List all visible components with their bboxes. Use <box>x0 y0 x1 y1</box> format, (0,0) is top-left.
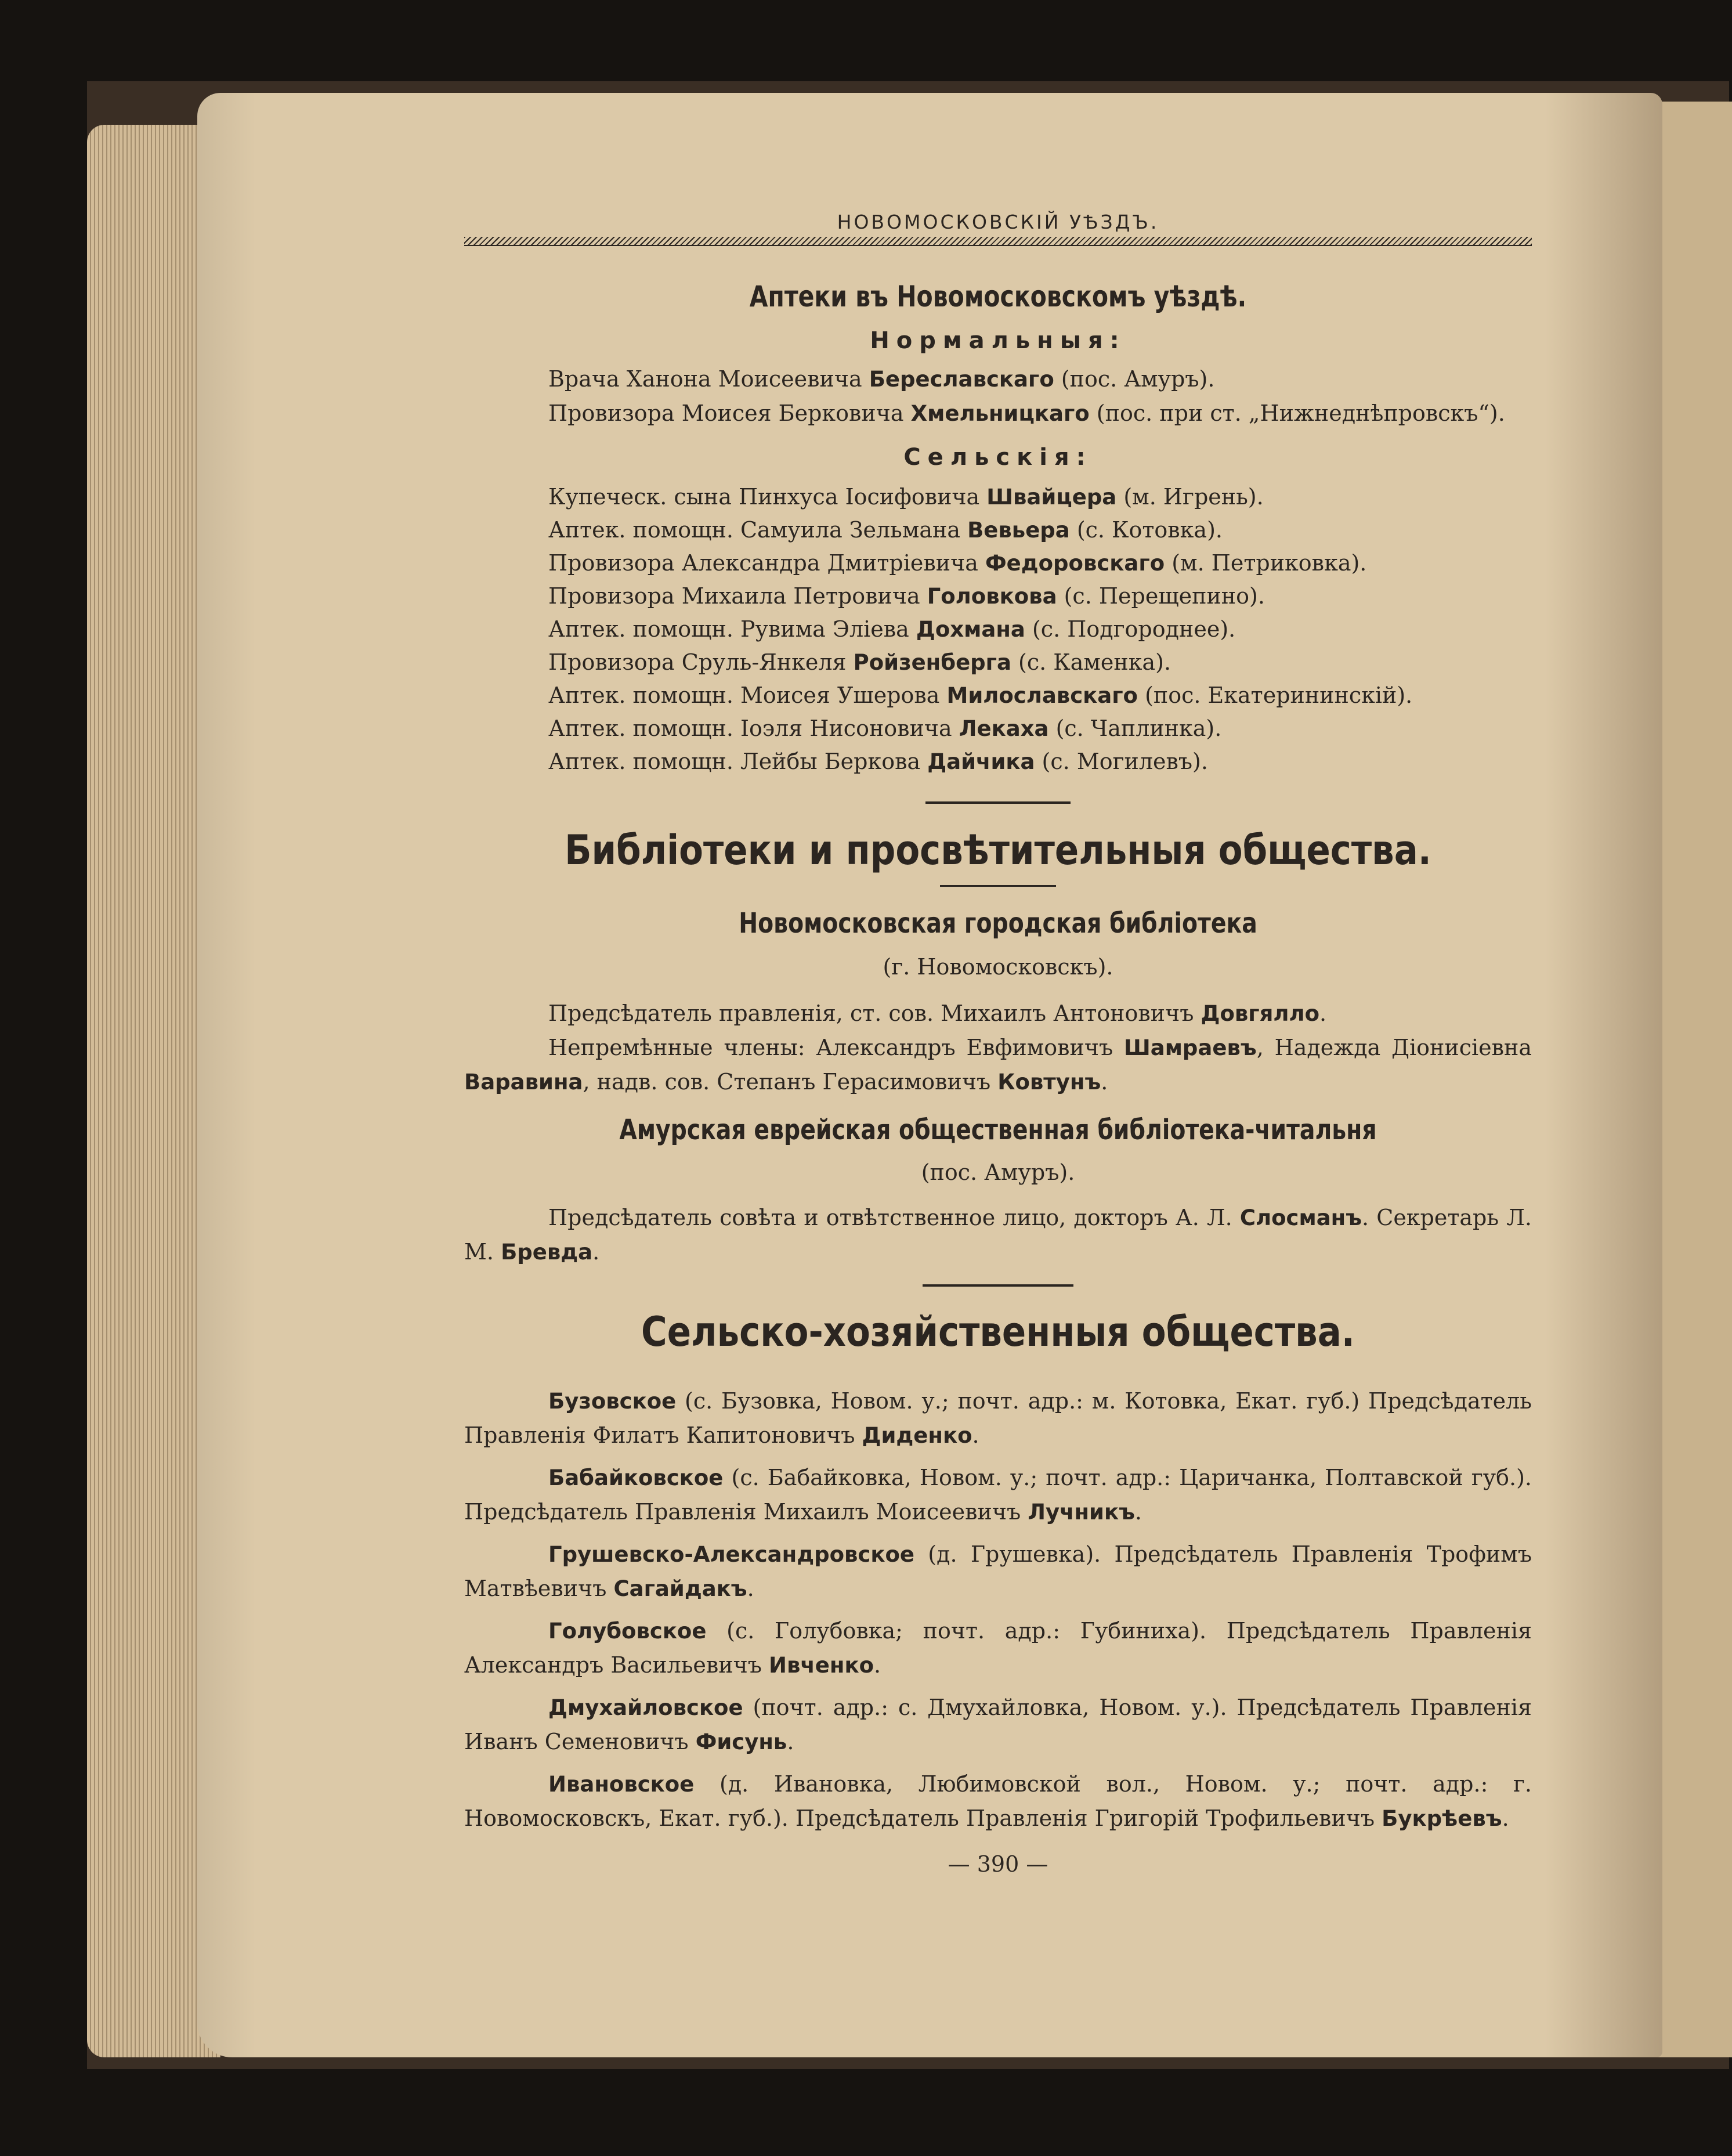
running-head: НОВОМОСКОВСКІЙ УѢЗДЪ. <box>837 211 1159 233</box>
city-library-members: Непремѣнные члены: Александръ Евфимовичъ Шамраевъ, Надежда Діонисіевна Варавина, надв. сов. Степанъ Герасимовичъ Ковтунъ. <box>464 1035 1532 1095</box>
agri-title: Сельско-хозяйственныя общества. <box>641 1308 1355 1356</box>
pharmacy-entry: Врача Ханона Моисеевича Береславскаго (пос. Амуръ). <box>548 366 1215 392</box>
agri-entry: Ивановское (д. Ивановка, Любимовской вол., Новом. у.; почт. адр.: г. Новомосковскъ, Екат. губ.). Предсѣдатель Правленія Григорій Трофильевичъ Букрѣевъ. <box>464 1771 1532 1831</box>
pharmacy-entry: Аптек. помощн. Лейбы Беркова Дайчика (с. Могилевъ). <box>548 749 1208 774</box>
amur-library-location: (пос. Амуръ). <box>921 1160 1075 1185</box>
agri-entry: Бузовское (с. Бузовка, Новом. у.; почт. адр.: м. Котовка, Екат. губ.) Предсѣдатель Правленія Филатъ Капитоновичъ Диденко. <box>464 1388 1532 1448</box>
pharmacies-title: Аптеки въ Новомосковскомъ уѣздѣ. <box>749 280 1247 313</box>
pharmacy-entry: Аптек. помощн. Рувима Эліева Дохмана (с. Подгороднее). <box>548 616 1236 642</box>
libraries-title: Библіотеки и просвѣтительныя общества. <box>565 826 1431 874</box>
pharmacy-entry: Купеческ. сына Пинхуса Іосифовича Швайцера (м. Игрень). <box>548 484 1264 510</box>
agri-entry: Бабайковское (с. Бабайковка, Новом. у.; почт. адр.: Царичанка, Полтавской губ.). Предсѣдатель Правленія Михаилъ Моисеевичъ Лучникъ. <box>464 1465 1532 1525</box>
amur-library-text: Предсѣдатель совѣта и отвѣтственное лицо, докторъ А. Л. Слосманъ. Секретарь Л. М. Бревда. <box>464 1205 1532 1265</box>
pharmacy-entry: Провизора Александра Дмитріевича Федоровскаго (м. Петриковка). <box>548 550 1367 576</box>
page-content <box>464 209 1532 2025</box>
pharmacy-entry: Аптек. помощн. Самуила Зельмана Вевьера (с. Котовка). <box>548 517 1223 543</box>
normal-heading: Нормальныя: <box>870 327 1126 354</box>
page-number: — 390 — <box>948 1851 1048 1877</box>
pharmacy-entry: Аптек. помощн. Іоэля Нисоновича Лекаха (с. Чаплинка). <box>548 716 1222 741</box>
rural-heading: Сельскія: <box>903 444 1093 471</box>
city-library-title: Новомосковская городская библіотека <box>739 907 1257 940</box>
pharmacy-entry: Провизора Михаила Петровича Головкова (с. Перещепино). <box>548 583 1265 609</box>
agri-entry: Дмухайловское (почт. адр.: с. Дмухайловка, Новом. у.). Предсѣдатель Правленія Иванъ Семеновичъ Фисунь. <box>464 1695 1532 1754</box>
amur-library-title: Амурская еврейская общественная библіотека-читальня <box>619 1114 1377 1146</box>
agri-entry: Голубовское (с. Голубовка; почт. адр.: Губиниха). Предсѣдатель Правленія Александръ Васильевичъ Ивченко. <box>464 1618 1532 1678</box>
pharmacy-entry: Провизора Моисея Берковича Хмельницкаго (пос. при ст. „Нижнеднѣпровскъ“). <box>548 400 1505 426</box>
pharmacy-entry: Провизора Сруль-Янкеля Ройзенберга (с. Каменка). <box>548 649 1171 675</box>
agri-entry: Грушевско-Александровское (д. Грушевка). Предсѣдатель Правленія Трофимъ Матвѣевичъ Сагайдакъ. <box>464 1541 1532 1601</box>
city-library-chairman: Предсѣдатель правленія, ст. сов. Михаилъ Антоновичъ Довгялло. <box>548 1001 1327 1026</box>
pharmacy-entry: Аптек. помощн. Моисея Ушерова Милославскаго (пос. Екатерининскій). <box>548 682 1413 708</box>
city-library-location: (г. Новомосковскъ). <box>883 954 1113 980</box>
header-rule <box>464 237 1532 246</box>
